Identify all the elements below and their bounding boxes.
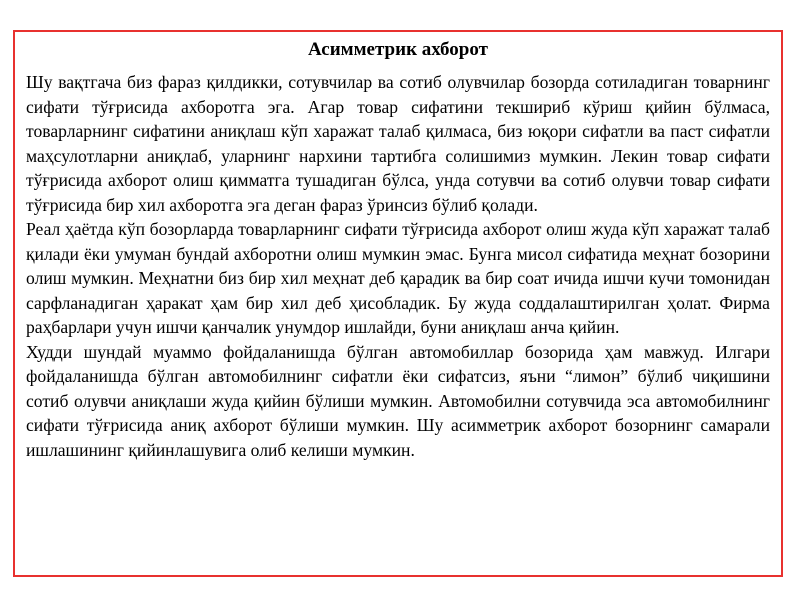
paragraph-3: Худди шундай муаммо фойдаланишда бўлган автомобиллар бозорида ҳам мавжуд. Илгари фойдаланишда бўлган автомобилнинг сифатли ёки сифатсиз, яъни “лимон” бўлиб чиқишини сотиб олувчи аниқлаши жуда қийин бўлиши мумкин. Автомобилни сотувчида эса автомобилнинг сифати тўғрисида аниқ ахборот бўлиши мумкин. Шу асимметрик ахборот бозорнинг самарали ишлашининг қийинлашувига олиб келиши мумкин. — [26, 341, 770, 460]
document-body — [26, 70, 770, 462]
paragraph-1: Шу вақтгача биз фараз қилдикки, сотувчилар ва сотиб олувчилар бозорда сотиладиган товарнинг сифати тўғрисида ахборотга эга. Агар товар сифатини текшириб кўриш қийин бўлмаса, товарларнинг сифатини аниқлаш кўп харажат талаб қилмаса, биз юқори сифатли ва паст сифатли маҳсулотларни аниқлаб, уларнинг нархини тартибга солишимиз мумкин. Лекин товар сифати тўғрисида ахборот олиш қимматга тушадиган бўлса, унда сотувчи ва сотиб олувчи товар сифати тўғрисида бир хил ахборотга эга деган фараз ўринсиз бўлиб қолади. — [26, 72, 770, 215]
document-title: Асимметрик ахборот — [308, 39, 488, 60]
document-frame — [13, 30, 783, 577]
paragraph-2: Реал ҳаётда кўп бозорларда товарларнинг сифати тўғрисида ахборот олиш жуда кўп харажат талаб қилади ёки умуман бундай ахборотни олиш мумкин эмас. Бунга мисол сифатида меҳнат бозорини олиш мумкин. Меҳнатни биз бир хил меҳнат деб қарадик ва бир соат ичида ишчи кучи томонидан сарфланадиган ҳаракат ҳам бир хил деб ҳисобладик. Бу жуда соддалаштирилган ҳолат. Фирма раҳбарлари учун ишчи қанчалик унумдор ишлайди, буни аниқлаш анча қийин. — [26, 219, 770, 337]
